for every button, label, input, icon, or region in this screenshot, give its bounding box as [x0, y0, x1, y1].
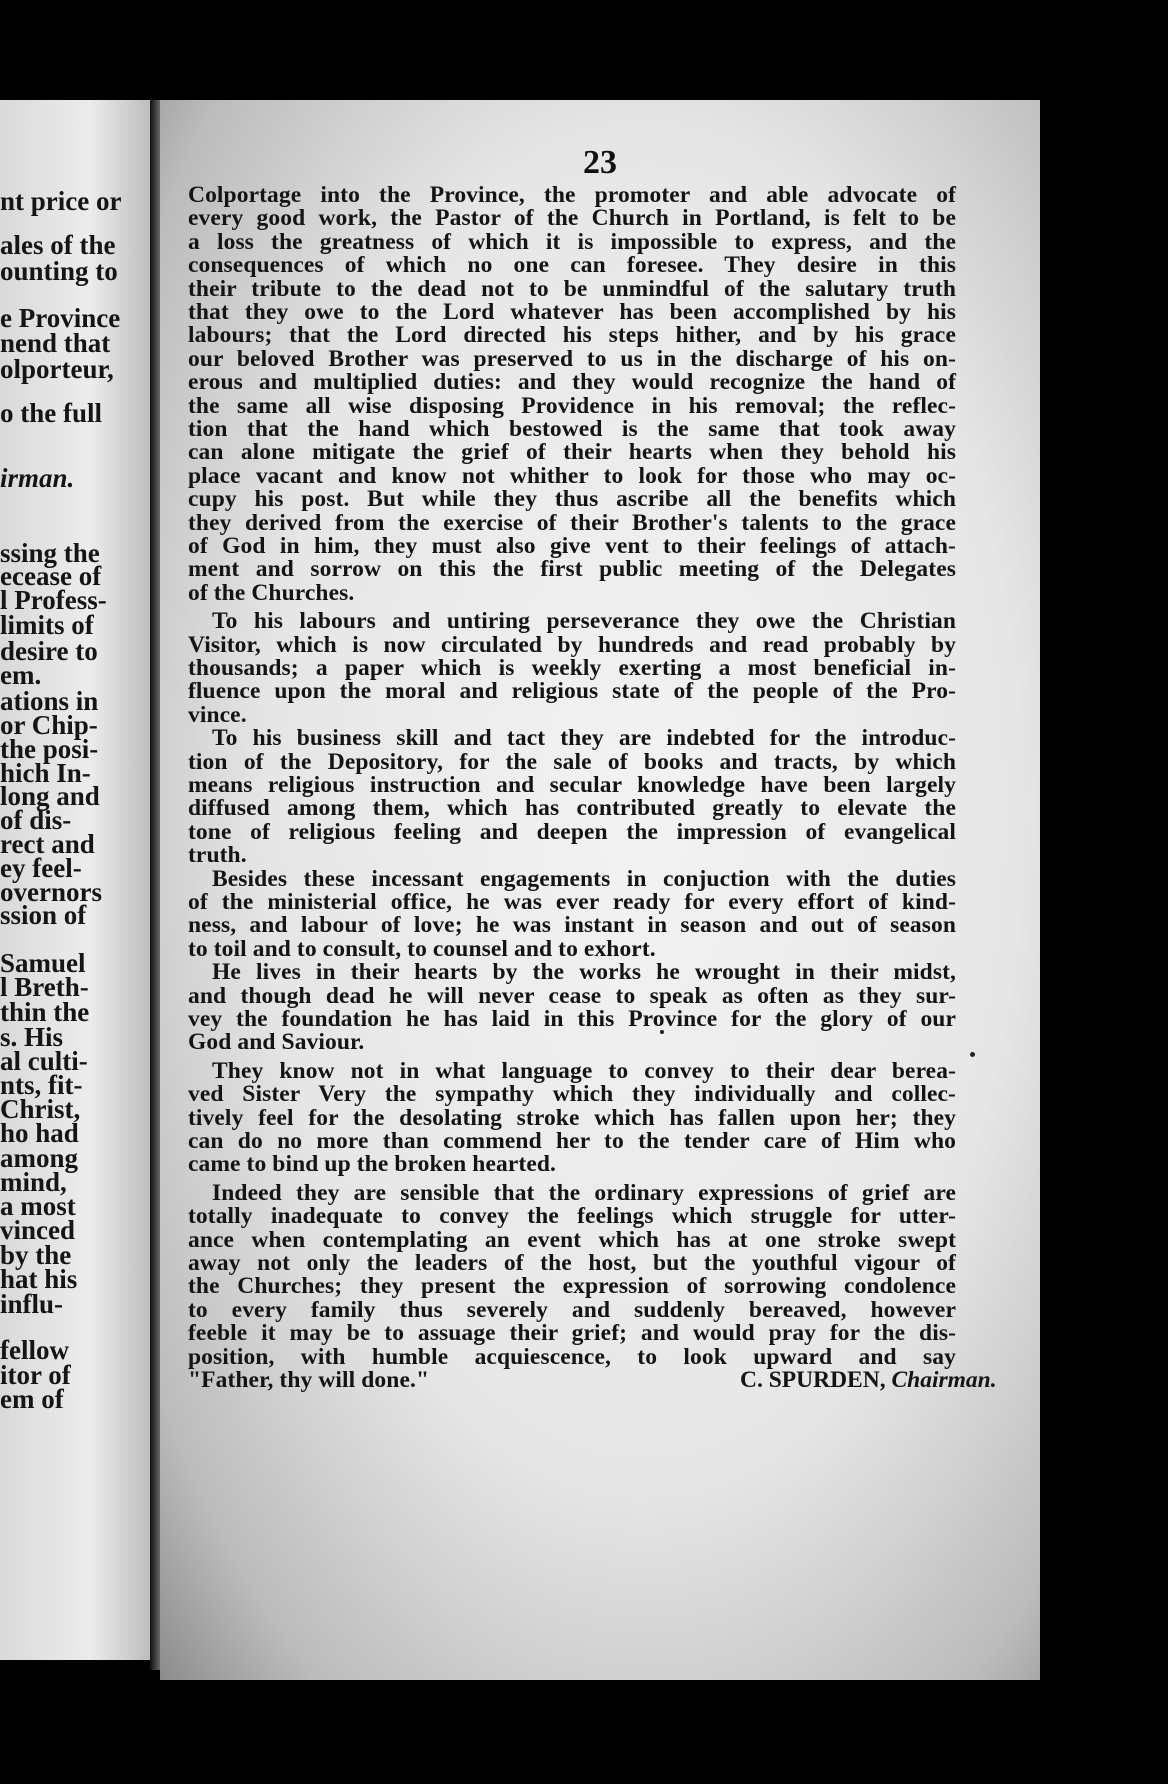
body-text-line: the Churches; they present the expression of sorrowing condolence: [188, 1273, 956, 1300]
body-text-line: the same all wise disposing Providence in his removal; the reflec-: [188, 392, 956, 419]
body-text-line: He lives in their hearts by the works he wrought in their midst,: [212, 959, 956, 986]
left-page-fragment-line: the posi-: [0, 734, 99, 764]
body-text-line: Indeed they are sensible that the ordinary expressions of grief are: [212, 1179, 956, 1206]
body-text-line: cupy his post. But while they thus ascribe all the benefits which: [188, 486, 956, 513]
body-text-line: can do no more than commend her to the tender care of Him who: [188, 1128, 956, 1154]
left-page-fragment-line: hat his: [0, 1264, 78, 1294]
body-text-line: came to bind up the broken hearted.: [188, 1151, 556, 1178]
left-page-fragment-line: al culti-: [0, 1046, 88, 1076]
body-text-line: ment and sorrow on this the first public meeting of the Delegates: [188, 556, 956, 583]
left-page-fragment-line: nt price or: [0, 186, 122, 216]
body-text-line: Besides these incessant engagements in conjuction with the duties: [212, 865, 956, 892]
body-text-line: labours; that the Lord directed his steps hither, and by his grace: [188, 322, 956, 349]
body-text-line: their tribute to the dead not to be unmindful of the salutary truth: [188, 275, 956, 302]
left-page-fragment-line: ecease of: [0, 561, 102, 591]
body-text-line: Visitor, which is now circulated by hundreds and read probably by: [188, 631, 956, 658]
body-text-line: away not only the leaders of the host, but the youthful vigour of: [188, 1250, 956, 1276]
left-page-fragment-line: influ-: [0, 1289, 64, 1319]
body-text-line: can alone mitigate the grief of their hearts when they behold his: [188, 439, 956, 466]
left-page-fragment-line: em.: [0, 660, 42, 690]
body-text-line: ance when contemplating an event which has at one stroke swept: [188, 1226, 956, 1253]
body-text-line: of the ministerial office, he was ever ready for every effort of kind-: [188, 889, 956, 915]
right-page: [160, 100, 1040, 1680]
left-page-fragment-line: l Profess-: [0, 585, 107, 615]
left-page-fragment-line: nts, fit-: [0, 1070, 83, 1100]
body-text-line: to every family thus severely and suddenly bereaved, however: [188, 1296, 956, 1323]
body-text-line: vey the foundation he has laid in this Province for the glory of our: [188, 1006, 956, 1032]
body-text-line: ness, and labour of love; he was instant in season and out of season: [188, 912, 956, 939]
body-text-line: They know not in what language to convey to their dear berea-: [212, 1057, 956, 1084]
left-page-fragment-line: vinced: [0, 1215, 76, 1245]
body-text-line: means religious instruction and secular knowledge have been largely: [188, 772, 956, 798]
left-page-fragment-line: overnors: [0, 877, 102, 907]
body-text-line: every good work, the Pastor of the Church in Portland, is felt to be: [188, 205, 956, 232]
body-text-line: tion of the Depository, for the sale of books and tracts, by which: [188, 748, 956, 775]
left-page-fragment-line: desire to: [0, 636, 98, 666]
signature: [740, 1367, 997, 1393]
body-text-line: truth.: [188, 842, 247, 869]
signature-name: C. SPURDEN,: [740, 1367, 886, 1393]
left-page-fragment-line: Samuel: [0, 948, 86, 978]
body-text-line: vince.: [188, 701, 247, 728]
body-text-line: tively feel for the desolating stroke which has fallen upon her; they: [188, 1104, 956, 1131]
body-text-line: to toil and to consult, to counsel and to exhort.: [188, 935, 656, 962]
body-text-line: place vacant and know not whither to look for those who may oc-: [188, 462, 956, 489]
ink-speck: [970, 1052, 975, 1057]
body-text-line: Colportage into the Province, the promoter and able advocate of: [188, 182, 956, 208]
body-text-line: "Father, thy will done.": [188, 1367, 430, 1393]
body-text-line: God and Saviour.: [188, 1029, 365, 1056]
body-text-line: fluence upon the moral and religious state of the people of the Pro-: [188, 678, 956, 705]
body-text-line: feeble it may be to assuage their grief; and would pray for the dis-: [188, 1320, 956, 1347]
body-text-line: that they owe to the Lord whatever has been accomplished by his: [188, 299, 956, 325]
left-page-fragment: [0, 100, 150, 1660]
left-page-fragment-line: hich In-: [0, 758, 91, 788]
left-page-fragment-line: itor of: [0, 1360, 71, 1390]
left-page-fragment-line: o the full: [0, 398, 103, 428]
left-page-fragment-line: olporteur,: [0, 354, 114, 384]
body-text-line: erous and multiplied duties: and they would recognize the hand of: [188, 369, 956, 396]
left-page-fragment-line: ales of the: [0, 230, 116, 260]
body-text-line: To his business skill and tact they are indebted for the introduc-: [212, 725, 956, 752]
body-text-line: they derived from the exercise of their Brother's talents to the grace: [188, 509, 956, 536]
left-page-fragment-line: ssing the: [0, 538, 100, 568]
left-page-fragment-line: ey feel-: [0, 853, 82, 883]
body-text-line: ved Sister Very the sympathy which they individually and collec-: [188, 1081, 956, 1108]
left-page-fragment-line: ssion of: [0, 900, 87, 930]
left-page-fragment-line: long and: [0, 781, 100, 811]
body-text-line: a loss the greatness of which it is impossible to express, and the: [188, 228, 956, 255]
left-page-fragment-line: Christ,: [0, 1094, 81, 1124]
left-page-fragment-line: of dis-: [0, 805, 72, 835]
left-page-fragment-line: fellow: [0, 1335, 69, 1365]
left-page-fragment-line: mind,: [0, 1167, 67, 1197]
body-text-line: and though dead he will never cease to speak as often as they sur-: [188, 982, 956, 1009]
left-page-fragment-line: nend that: [0, 328, 111, 358]
body-text-line: our beloved Brother was preserved to us in the discharge of his on-: [188, 345, 956, 372]
left-page-fragment-line: e Province: [0, 303, 121, 333]
left-page-fragment-line: ho had: [0, 1118, 79, 1148]
body-text-line: thousands; a paper which is weekly exerting a most beneficial in-: [188, 655, 956, 681]
left-page-fragment-line: limits of: [0, 610, 94, 640]
left-page-fragment-line: em of: [0, 1384, 64, 1414]
page-number: 23: [583, 144, 617, 181]
left-page-fragment-line: thin the: [0, 997, 90, 1027]
left-page-fragment-line: rect and: [0, 829, 95, 859]
left-page-fragment-line: or Chip-: [0, 710, 98, 740]
body-text-line: tion that the hand which bestowed is the same that took away: [188, 416, 956, 442]
body-text-line: tone of religious feeling and deepen the impression of evangelical: [188, 818, 956, 845]
body-text-line: of the Churches.: [188, 579, 355, 606]
body-text-line: position, with humble acquiescence, to look upward and say: [188, 1343, 956, 1370]
left-page-fragment-line: a most: [0, 1191, 76, 1221]
body-text-line: consequences of which no one can foresee. They desire in this: [188, 252, 956, 279]
body-text-line: To his labours and untiring perseverance they owe the Christian: [212, 608, 956, 635]
left-page-fragment-line: ounting to: [0, 256, 118, 286]
left-page-fragment-line: ations in: [0, 686, 99, 716]
left-page-fragment-line: s. His: [0, 1022, 64, 1052]
left-page-fragment-line: among: [0, 1143, 79, 1173]
body-text-line: of God in him, they must also give vent to their feelings of attach-: [188, 533, 956, 559]
signature-title: Chairman.: [891, 1367, 997, 1393]
body-text-line: totally inadequate to convey the feelings which struggle for utter-: [188, 1203, 956, 1230]
body-text-line: diffused among them, which has contributed greatly to elevate the: [188, 795, 956, 822]
left-page-fragment-line: irman.: [0, 463, 75, 493]
left-page-fragment-line: by the: [0, 1240, 72, 1270]
left-page-fragment-line: l Breth-: [0, 972, 89, 1002]
